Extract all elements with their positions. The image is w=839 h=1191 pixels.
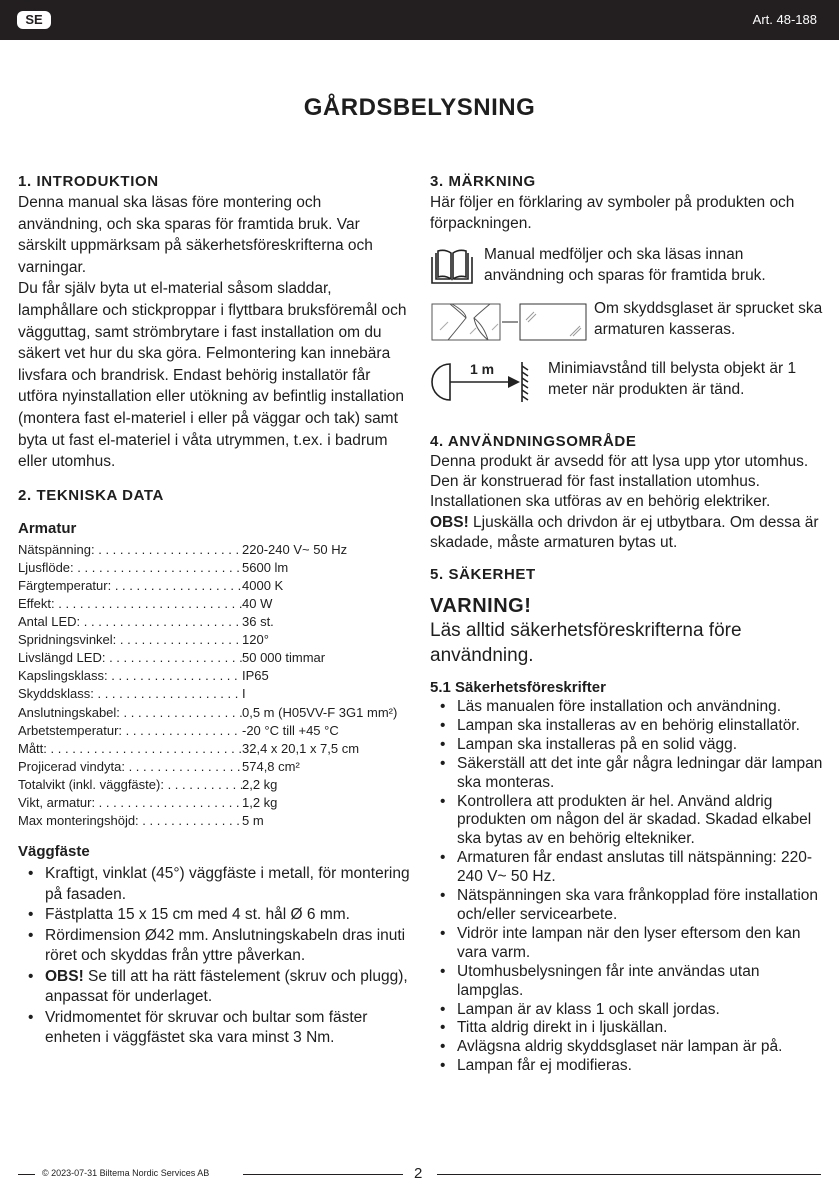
spec-row: [18, 613, 410, 631]
min-distance-icon: [430, 358, 538, 404]
spec-label: Max monteringshöjd: . . .: [18, 812, 242, 830]
right-column: [430, 172, 825, 1076]
header-bar: [0, 0, 839, 40]
list-item: • Nätspänningen ska vara frånkopplad före installation och/eller servicearbete.: [430, 887, 825, 925]
spec-value: 5 m: [242, 813, 264, 829]
list-item: • Fästplatta 15 x 15 cm med 4 st. hål Ø 6 mm.: [18, 905, 410, 926]
spec-label: Anslutningskabel: . . .: [18, 704, 242, 722]
book-icon: [430, 247, 474, 285]
spec-label: Mått: . . .: [18, 740, 242, 758]
list-item: • Lampan får ej modifieras.: [430, 1057, 825, 1076]
spec-value: I: [242, 686, 246, 702]
spec-label: Totalvikt (inkl. väggfäste): . . .: [18, 776, 242, 794]
symbol-row: [430, 244, 825, 286]
spec-value: 32,4 x 20,1 x 7,5 cm: [242, 740, 360, 756]
spec-row: [18, 740, 410, 758]
list-item: • Kraftigt, vinklat (45°) väggfäste i metall, för montering på fasaden.: [18, 864, 410, 905]
list-item: [18, 967, 410, 1008]
list-item: • Titta aldrig direkt in i ljuskällan.: [430, 1019, 825, 1038]
spec-value: 40 W: [242, 596, 273, 611]
symbol-row: [430, 358, 825, 404]
spec-row: [18, 577, 410, 595]
usage-heading: 4. ANVÄNDNINGSOMRÅDE: [430, 433, 637, 450]
spec-row: [18, 649, 410, 667]
divider: [437, 1174, 821, 1175]
obs-text: Ljuskälla och drivdon är ej utbytbara. Om dessa är skadade, måste armaturen bytas ut.: [430, 513, 819, 551]
armatur-heading: Armatur: [18, 519, 77, 537]
list-item: • Vidrör inte lampan när den lyser eftersom den kan vara varm.: [430, 925, 825, 963]
spec-row: [18, 667, 410, 685]
symbol-row: [430, 298, 825, 344]
warning-heading: VARNING!: [430, 595, 532, 618]
spec-row: [18, 794, 410, 812]
footer: [0, 1166, 839, 1182]
mount-list: [18, 864, 410, 1049]
spec-value: 220-240 V~ 50 Hz: [242, 541, 348, 557]
spec-row: [18, 812, 410, 830]
list-item: • Rördimension Ø42 mm. Anslutningskabeln dras inuti röret och skyddas från yttre påverkan.: [18, 926, 410, 967]
obs-label: OBS!: [45, 967, 84, 985]
list-item: • Lampan ska installeras på en solid vägg.: [430, 736, 825, 755]
list-item: • Lampan ska installeras av en behörig elinstallatör.: [430, 717, 825, 736]
page-number: 2: [414, 1165, 423, 1182]
divider: [18, 1174, 35, 1175]
list-item: • Utomhusbelysningen får inte användas utan lampglas.: [430, 963, 825, 1001]
spec-value: 4000 K: [242, 577, 284, 593]
spec-value: 574,8 cm²: [242, 758, 300, 774]
divider: [243, 1174, 403, 1175]
spec-value: 5600 lm: [242, 559, 289, 575]
left-column: [18, 172, 410, 1049]
intro-paragraph-1: Denna manual ska läsas före montering och användning, och ska sparas för framtida bruk. Var särskilt uppmärksam på säkerhetsföreskrifterna och varningar.: [18, 194, 373, 276]
spec-value: 0,5 m (H05VV-F 3G1 mm²): [242, 704, 398, 720]
usage-obs: [430, 513, 825, 553]
spec-row: [18, 758, 410, 776]
spec-label: Spridningsvinkel: . . .: [18, 631, 242, 649]
spec-label: Ljusflöde: . . .: [18, 559, 242, 577]
spec-row: [18, 722, 410, 740]
spec-label: Effekt: . . .: [18, 595, 242, 613]
spec-value: 50 000 timmar: [242, 650, 326, 666]
warning-text: Läs alltid säkerhetsföreskrifterna före användning.: [430, 620, 742, 667]
spec-row: [18, 685, 410, 703]
spec-value: 120°: [242, 632, 269, 648]
obs-label: OBS!: [430, 513, 469, 531]
article-number: Art. 48-188: [752, 12, 817, 27]
spec-label: Projicerad vindyta: . . .: [18, 758, 242, 776]
spec-label: Skyddsklass: . . .: [18, 685, 242, 703]
spec-row: [18, 559, 410, 577]
spec-label: Färgtemperatur: . . .: [18, 577, 242, 595]
safety-subheading: 5.1 Säkerhetsföreskrifter: [430, 679, 606, 697]
spec-label: Antal LED: . . .: [18, 613, 242, 631]
copyright: © 2023-07-31 Biltema Nordic Services AB: [42, 1168, 210, 1178]
page-title: GÅRDSBELYSNING: [303, 94, 536, 121]
spec-value: IP65: [242, 668, 269, 684]
spec-value: 36 st.: [242, 614, 274, 630]
obs-text: Se till att ha rätt fästelement (skruv och plugg), anpassat för underlaget.: [45, 967, 408, 1006]
symbol-text: Minimiavstånd till belysta objekt är 1 meter när produkten är tänd.: [548, 360, 797, 398]
spec-value: 2,2 kg: [242, 776, 278, 792]
intro-heading: 1. INTRODUKTION: [18, 173, 159, 190]
spec-label: Arbetstemperatur: . . .: [18, 722, 242, 740]
spec-row: [18, 595, 410, 613]
list-item: • Vridmomentet för skruvar och bultar som fäster enheten i väggfästet ska vara minst 3 Nm.: [18, 1008, 410, 1049]
list-item: • Avlägsna aldrig skyddsglaset när lampan är på.: [430, 1038, 825, 1057]
spec-label: Vikt, armatur: . . .: [18, 794, 242, 812]
spec-label: Livslängd LED: . . .: [18, 649, 242, 667]
spec-row: [18, 541, 410, 559]
spec-row: [18, 776, 410, 794]
symbol-text: Om skyddsglaset är sprucket ska armaturen kasseras.: [594, 300, 823, 338]
spec-value: -20 °C till +45 °C: [242, 722, 339, 738]
spec-label: Nätspänning: . . .: [18, 541, 242, 559]
tech-heading: 2. TEKNISKA DATA: [18, 486, 164, 504]
distance-label: 1 m: [470, 361, 495, 377]
marking-intro: Här följer en förklaring av symboler på produkten och förpackningen.: [430, 194, 795, 232]
list-item: • Lampan är av klass 1 och skall jordas.: [430, 1001, 825, 1020]
spec-row: [18, 704, 410, 722]
spec-row: [18, 631, 410, 649]
spec-list: [18, 541, 410, 831]
spec-label: Kapslingsklass: . . .: [18, 667, 242, 685]
safety-list: [430, 698, 825, 1076]
list-item: • Armaturen får endast anslutas till nätspänning: 220-240 V~ 50 Hz.: [430, 849, 825, 887]
list-item: • Läs manualen före installation och användning.: [430, 698, 825, 717]
list-item: • Kontrollera att produkten är hel. Använd aldrig produkten om någon del är skadad. Skadad elkabel ska bytas av en behörig eltekniker.: [430, 793, 825, 850]
spec-value: 1,2 kg: [242, 795, 278, 811]
usage-text: Denna produkt är avsedd för att lysa upp ytor utomhus. Den är konstruerad för fast installation utomhus. Installationen ska utföras av en behörig elektriker.: [430, 453, 809, 511]
mount-heading: Väggfäste: [18, 843, 90, 861]
symbol-text: Manual medföljer och ska läsas innan användning och sparas för framtida bruk.: [484, 246, 766, 284]
list-item: • Säkerställ att det inte går några ledningar där lampan ska monteras.: [430, 755, 825, 793]
marking-heading: 3. MÄRKNING: [430, 173, 536, 190]
cracked-glass-icon: [430, 300, 588, 344]
safety-heading: 5. SÄKERHET: [430, 566, 536, 584]
language-badge: SE: [17, 11, 51, 29]
intro-paragraph-2: Du får själv byta ut el-material såsom sladdar, lamphållare och stickproppar i flyttbara bruksföremål och vägguttag, samt strömbrytare i fast installation om du säkert vet hur du ska göra. Felmontering kan innebära livsfara och brandrisk. Endast behörig installatör får utföra nyinstallation eller utökning av befintlig installation (montera fast el-materiel i eller på väggar och tak) samt byta ut fast el-materiel i våta utrymmen, t.ex. i badrum eller utomhus.: [18, 280, 407, 471]
